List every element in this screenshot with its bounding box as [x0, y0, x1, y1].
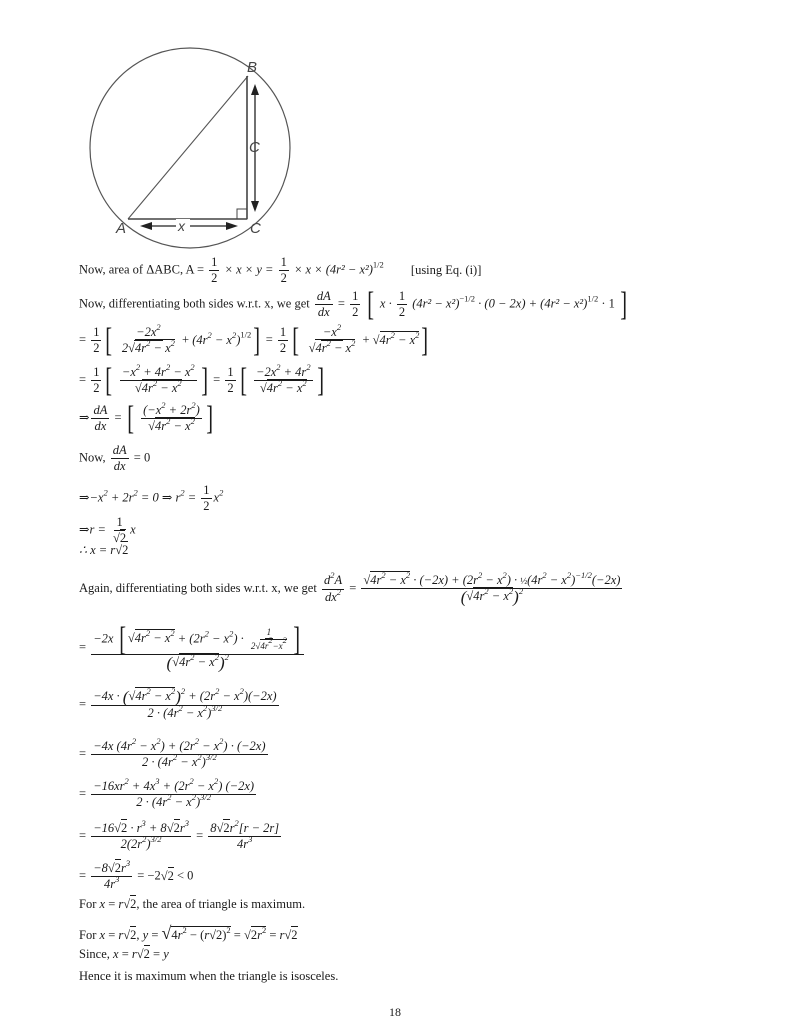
text: (4r² − x²) [412, 296, 460, 311]
arrow-up-icon [251, 84, 259, 95]
equation-reference: [using Eq. (i)] [410, 262, 482, 277]
exponent: 1/2 [587, 293, 599, 304]
text: · (0 − 2x) + (4r² − x²) [478, 296, 588, 311]
circle-triangle-figure [0, 0, 320, 250]
fraction-half: $\frac{1}{2}$ [211, 255, 218, 286]
step-9: ∴ x = r√2 [79, 543, 129, 557]
exponent: 1/2 [372, 259, 384, 270]
compute-y: For x = r√2, $y = √4r^2 - (r√2)^2 = √2r^2 = r√2$ [79, 923, 298, 943]
label-side-c: C [249, 139, 260, 156]
set-derivative-zero: Now, $\frac{dA}{dx}$ = 0 [79, 443, 151, 474]
final-conclusion: Hence it is maximum when the triangle is isosceles. [79, 969, 339, 983]
right-angle-marker [237, 209, 247, 219]
circle [90, 48, 290, 248]
text: Again, differentiating both sides w.r.t. x, we get [79, 580, 317, 595]
text: Now, area of ΔABC, A = [79, 262, 205, 277]
fraction-half: $\frac{1}{2}$ [352, 289, 359, 320]
derivative-line: Now, differentiating both sides w.r.t. x, we get $\frac{dA}{dx}$ = $\frac{1}{2}$ [ x · $\frac{1}{2}$ $(4r^2 - x^2)^{-1/2} \cdot (0 - 2x) + (4r^2 - x^2)^{1/2} \cdot 1$ ] [79, 286, 628, 324]
conclusion-maximum: For x = r√2, the area of triangle is maximum. [79, 897, 306, 911]
fraction-half: $\frac{1}{2}$ [280, 255, 287, 286]
step-11: = −2x [ $√4r^2 - x^2 + (2r^2 - x^2)$ · $\frac{1}{2√4r^2-x^2}$ ] $(√4r^2 - x^2)^2$ [79, 626, 306, 670]
text: = 0 [133, 450, 151, 465]
step-15: = $\frac{-16√2 \cdot r^3 + 8√2r^3}{2(2r^2)^{3/2}}$ = $\frac{8√2r^2[r - 2r]}{4r^3}$ [79, 818, 280, 852]
text: Now, [79, 450, 106, 465]
step-13: = $\frac{-4x (4r^2 - x^2) + (2r^2 - x^2) \cdot (-2x)}{2 \cdot (4r^2 - x^2)^{3/2}}$ [79, 736, 266, 770]
arrow-down-icon [251, 201, 259, 212]
second-derivative-line: Again, differentiating both sides w.r.t. x, we get $\frac{d^2A}{dx^2}$ = $\frac{√4r^2 - x^2 \cdot (-2x) + (2r^2 - x^2) \cdot \frac{1}{2}(4r^2 - x^2)^{-1/2}(-2x)}{(√4r^2 - x^2)^2}$ [79, 570, 621, 607]
label-B: B [247, 59, 258, 76]
text: Now, differentiating both sides w.r.t. x, we get [79, 296, 310, 311]
fraction-dA-dx: $\frac{dA}{dx}$ [316, 289, 331, 320]
label-A: A [116, 220, 127, 237]
label-C: C [250, 220, 261, 237]
text: × x × [293, 262, 323, 277]
area-formula-line [79, 256, 481, 285]
text: × x × y = [224, 262, 274, 277]
text: x · [379, 296, 392, 311]
label-x: x [178, 218, 185, 234]
page-number: 18 [389, 1005, 401, 1019]
step-5: ⇒ $\frac{dA}{dx}$ = [ $\frac{(-x^2 + 2r^2)}{√4r^2 - x^2}$ ] [79, 400, 213, 438]
step-4: = $\frac{1}{2}$ [ $\frac{-x^2 + 4r^2 - x^2}{√4r^2 - x^2}$ ] = $\frac{1}{2}$ [ $\frac{-2x^2 + 4r^2}{√4r^2 - x^2}$ ] [79, 362, 324, 400]
step-14: = $\frac{-16xr^2 + 4x^3 + (2r^2 - x^2) (-2x)}{2 \cdot (4r^2 - x^2)^{3/2}}$ [79, 776, 255, 810]
exponent: −1/2 [459, 293, 476, 304]
arrow-right-icon [226, 222, 238, 230]
text: · 1 [601, 296, 615, 311]
fraction-half: $\frac{1}{2}$ [398, 289, 406, 320]
step-3: = $\frac{1}{2}$ [ $\frac{-2x^2}{2√4r^2 - x^2}$ + $(4r^2 - x^2)^{1/2}$] = $\frac{1}{2}$ [ $\frac{-x^2}{√4r^2 - x^2}$ + $√4r^2 - x^2$] [79, 322, 429, 360]
text: (4r² − x²) [325, 262, 373, 277]
step-16: = $\frac{-8√2r^3}{4r^3}$ = −2√2 < 0 [79, 858, 194, 892]
step-7: $\Rightarrow-x^2 + 2r^2 = 0$ ⇒ $r^2$ = $\frac{1}{2}$ $x^2$ [79, 483, 224, 514]
arrow-left-icon [140, 222, 152, 230]
since-line: Since, x = r√2 = y [79, 947, 169, 961]
step-8: ⇒r = $\frac{1}{√2}$ x [79, 515, 136, 546]
step-12: = $\frac{-4x \cdot (√4r^2 - x^2)^2 + (2r^2 - x^2)(-2x)}{2 \cdot (4r^2 - x^2)^{3/2}}$ [79, 686, 277, 720]
hypotenuse-AB [128, 76, 248, 219]
